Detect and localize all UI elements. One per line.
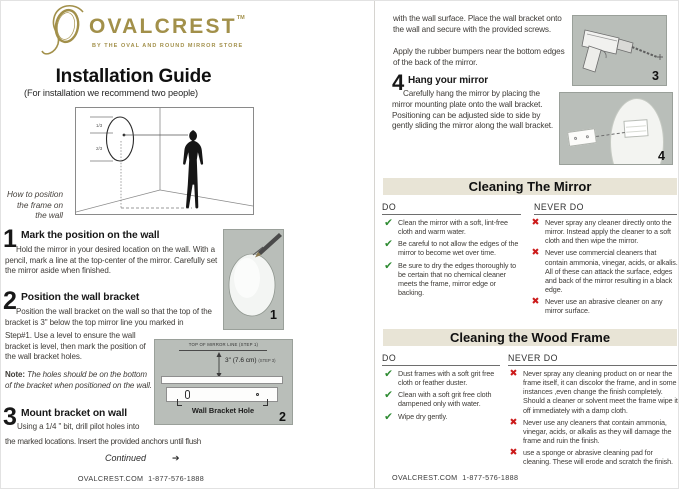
mirror-do-header: DO <box>382 202 521 215</box>
pencil-icon <box>258 233 282 255</box>
bracket-slot-hole <box>185 390 190 399</box>
step-1-number: 1 <box>3 225 17 253</box>
measure-step-ref: (STEP 3) <box>258 358 276 363</box>
never-item-text: Never use an abrasive cleaner on any mirror surface. <box>545 297 663 316</box>
list-item <box>382 369 503 387</box>
mirror-oval-outline <box>107 117 134 161</box>
figure-1-badge: 1 <box>270 307 277 322</box>
fraction-label-top: 1/3 <box>96 123 103 128</box>
footer-right <box>392 473 518 482</box>
drill-handle <box>583 46 601 72</box>
bracket-top-bar <box>161 376 283 384</box>
do-item-text: Wipe dry gently. <box>398 411 448 421</box>
check-icon: ✔ <box>384 259 393 272</box>
bracket-body-bar <box>166 387 278 402</box>
page-subtitle: (For installation we recommend two people) <box>23 88 198 98</box>
note-text: The holes should be on the bottom of the bracket when positioned on the wall. <box>5 370 152 390</box>
frame-neverdo-list <box>507 369 679 469</box>
footer-phone: 1-877-576-1888 <box>462 473 519 482</box>
do-item-text: Be careful to not allow the edges of the mirror to become wet over time. <box>398 239 519 258</box>
check-icon: ✔ <box>384 368 393 380</box>
check-icon: ✔ <box>384 389 393 402</box>
figure-4-hang-mirror <box>559 92 673 165</box>
bracket-round-hole <box>256 393 259 396</box>
check-icon: ✔ <box>384 410 393 423</box>
brand-name-text: OVALCREST <box>89 15 237 38</box>
top-of-mirror-line-label: TOP OF MIRROR LINE (STEP 1) <box>188 342 259 347</box>
never-item-text: Never use any cleaners that contain ammonia, vinegar, acids, or alkalis as they will damage the frame and ruin the finish. <box>523 417 672 445</box>
check-icon: ✔ <box>384 238 393 251</box>
cross-icon: ✖ <box>509 416 518 428</box>
never-item-text: Never use commercial cleaners that contain ammonia, vinegar, acids, or alkalis. All of these can attack the surface, edges and back of the mirror resulting in a black edge. <box>545 248 678 294</box>
list-item <box>507 448 679 466</box>
room-corner-diagram <box>76 108 253 214</box>
step-3-body-rest: the marked locations. Insert the provided anchors until flush <box>5 437 201 446</box>
frame-neverdo-header: NEVER DO <box>508 353 677 366</box>
list-item <box>507 369 679 415</box>
diagram-caption: How to position the frame on the wall <box>7 190 63 221</box>
frame-do-list <box>382 369 503 425</box>
step-3-heading: Mount bracket on wall <box>21 408 128 419</box>
mirror-line <box>179 350 267 351</box>
arrow-right-icon: ➔ <box>172 454 180 464</box>
do-item-text: Be sure to dry the edges thoroughly to be certain that no chemical cleaner meets the frame, mirror edge or backing. <box>398 260 517 297</box>
page-divider <box>374 1 375 489</box>
check-icon: ✔ <box>384 217 393 229</box>
figure-1-mark-mirror <box>223 229 284 330</box>
cross-icon: ✖ <box>531 217 540 228</box>
never-item-text: use a sponge or abrasive cleaning pad for cleaning. These will erode and scratch the finish. <box>523 448 673 467</box>
mirror-neverdo-list <box>529 218 679 318</box>
step-1-body: Hold the mirror in your desired location on the wall. With a pencil, mark a line at the top-center of the mirror. Carefully set the mirror aside when finished. <box>5 245 218 276</box>
footer-website: OVALCREST.COM <box>392 473 458 482</box>
cross-icon: ✖ <box>531 296 540 308</box>
list-item <box>529 218 679 245</box>
never-item-text: Never spray any cleaner directly onto the mirror. Instead apply the cleaner to a soft cloth and then wipe the mirror. <box>545 218 672 246</box>
measure-value: 3" (7.6 cm) <box>225 357 257 364</box>
measure-label <box>225 357 276 364</box>
step-2-body-rest: Step#1. Use a level to ensure the wall bracket is level, then mark the position of the wall bracket holes. <box>5 331 146 362</box>
list-item <box>382 239 523 257</box>
list-item <box>382 412 503 423</box>
step-2-number: 2 <box>3 287 17 315</box>
mirror-neverdo-header: NEVER DO <box>534 202 677 215</box>
list-item <box>382 390 503 408</box>
section-title-cleaning-frame: Cleaning the Wood Frame <box>383 329 677 346</box>
do-item-text: Clean with a soft grit free cloth dampened only with water. <box>398 390 492 409</box>
step-4-number: 4 <box>392 70 405 95</box>
do-item-text: Dust frames with a soft grit free cloth or feather duster. <box>398 369 495 388</box>
page-title: Installation Guide <box>55 66 212 87</box>
continued-text: Continued <box>105 453 147 463</box>
mounting-plate <box>623 119 648 138</box>
do-item-text: Clean the mirror with a soft, lint-free cloth and warm water. <box>398 218 508 237</box>
cross-icon: ✖ <box>531 247 540 259</box>
list-item <box>529 297 679 315</box>
wall-bracket-piece <box>567 128 597 147</box>
footer-website: OVALCREST.COM <box>77 474 144 483</box>
mirror-do-list <box>382 218 523 300</box>
cross-icon: ✖ <box>509 447 518 459</box>
step-1-heading: Mark the position on the wall <box>21 230 160 241</box>
hole-pointer-right <box>263 399 268 406</box>
section-title-cleaning-mirror: Cleaning The Mirror <box>383 178 677 195</box>
continuation-paragraph-1: with the wall surface. Place the wall bracket onto the wall and secure with the provided screws. <box>393 14 562 34</box>
step-3-body-intro: Using a 1/4 " bit, drill pilot holes into <box>17 422 140 431</box>
list-item <box>382 261 523 298</box>
step-2-heading: Position the wall bracket <box>21 292 140 303</box>
trademark-symbol: TM <box>236 15 245 21</box>
footer-left <box>41 474 241 483</box>
list-item <box>507 418 679 445</box>
step-3-number: 3 <box>3 403 17 431</box>
hole-pointer-left <box>177 399 182 406</box>
never-item-text: Never spray any cleaning product on or near the frame itself, it can discolor the frame, and in some instances ,even change the finish completely. Should a cleaner or solvent meet the frame wipe it off immediately with a damp cloth. <box>523 369 678 415</box>
list-item <box>382 218 523 236</box>
step-2-body-intro: Position the wall bracket on the wall so that the top of the bracket is 3" below the top mirror line you marked in <box>5 307 212 327</box>
continuation-paragraph-2: Apply the rubber bumpers near the bottom edges of the back of the mirror. <box>393 47 565 67</box>
wall-bracket-hole-label: Wall Bracket Hole <box>191 406 255 415</box>
brand-name <box>89 15 245 39</box>
brand-tagline: BY THE OVAL AND ROUND MIRROR STORE <box>92 43 244 49</box>
figure-2-badge: 2 <box>279 409 286 424</box>
figure-3-badge: 3 <box>652 68 659 83</box>
cross-icon: ✖ <box>509 368 518 379</box>
frame-do-header: DO <box>382 353 500 366</box>
fraction-label-bottom: 2/3 <box>96 146 103 151</box>
measure-arrow-icon <box>213 352 225 378</box>
note-label: Note: <box>5 370 25 379</box>
drill-bit <box>632 47 657 57</box>
step-2-note <box>5 370 152 391</box>
footer-phone: 1-877-576-1888 <box>148 474 205 483</box>
positioning-diagram <box>75 107 254 215</box>
ovalcrest-script-o-icon <box>41 4 89 58</box>
figure-3-drill <box>572 15 667 86</box>
step-4-body: Carefully hang the mirror by placing the mirror mounting plate onto the wall bracket. Positioning can be adjusted side to side by gently sliding the mirror along the wall bracket. <box>392 89 554 131</box>
step-4-heading: Hang your mirror <box>408 75 489 86</box>
continued-note <box>105 453 180 464</box>
figure-4-badge: 4 <box>658 148 665 163</box>
list-item <box>529 248 679 294</box>
figure-2-bracket-diagram <box>154 339 293 425</box>
